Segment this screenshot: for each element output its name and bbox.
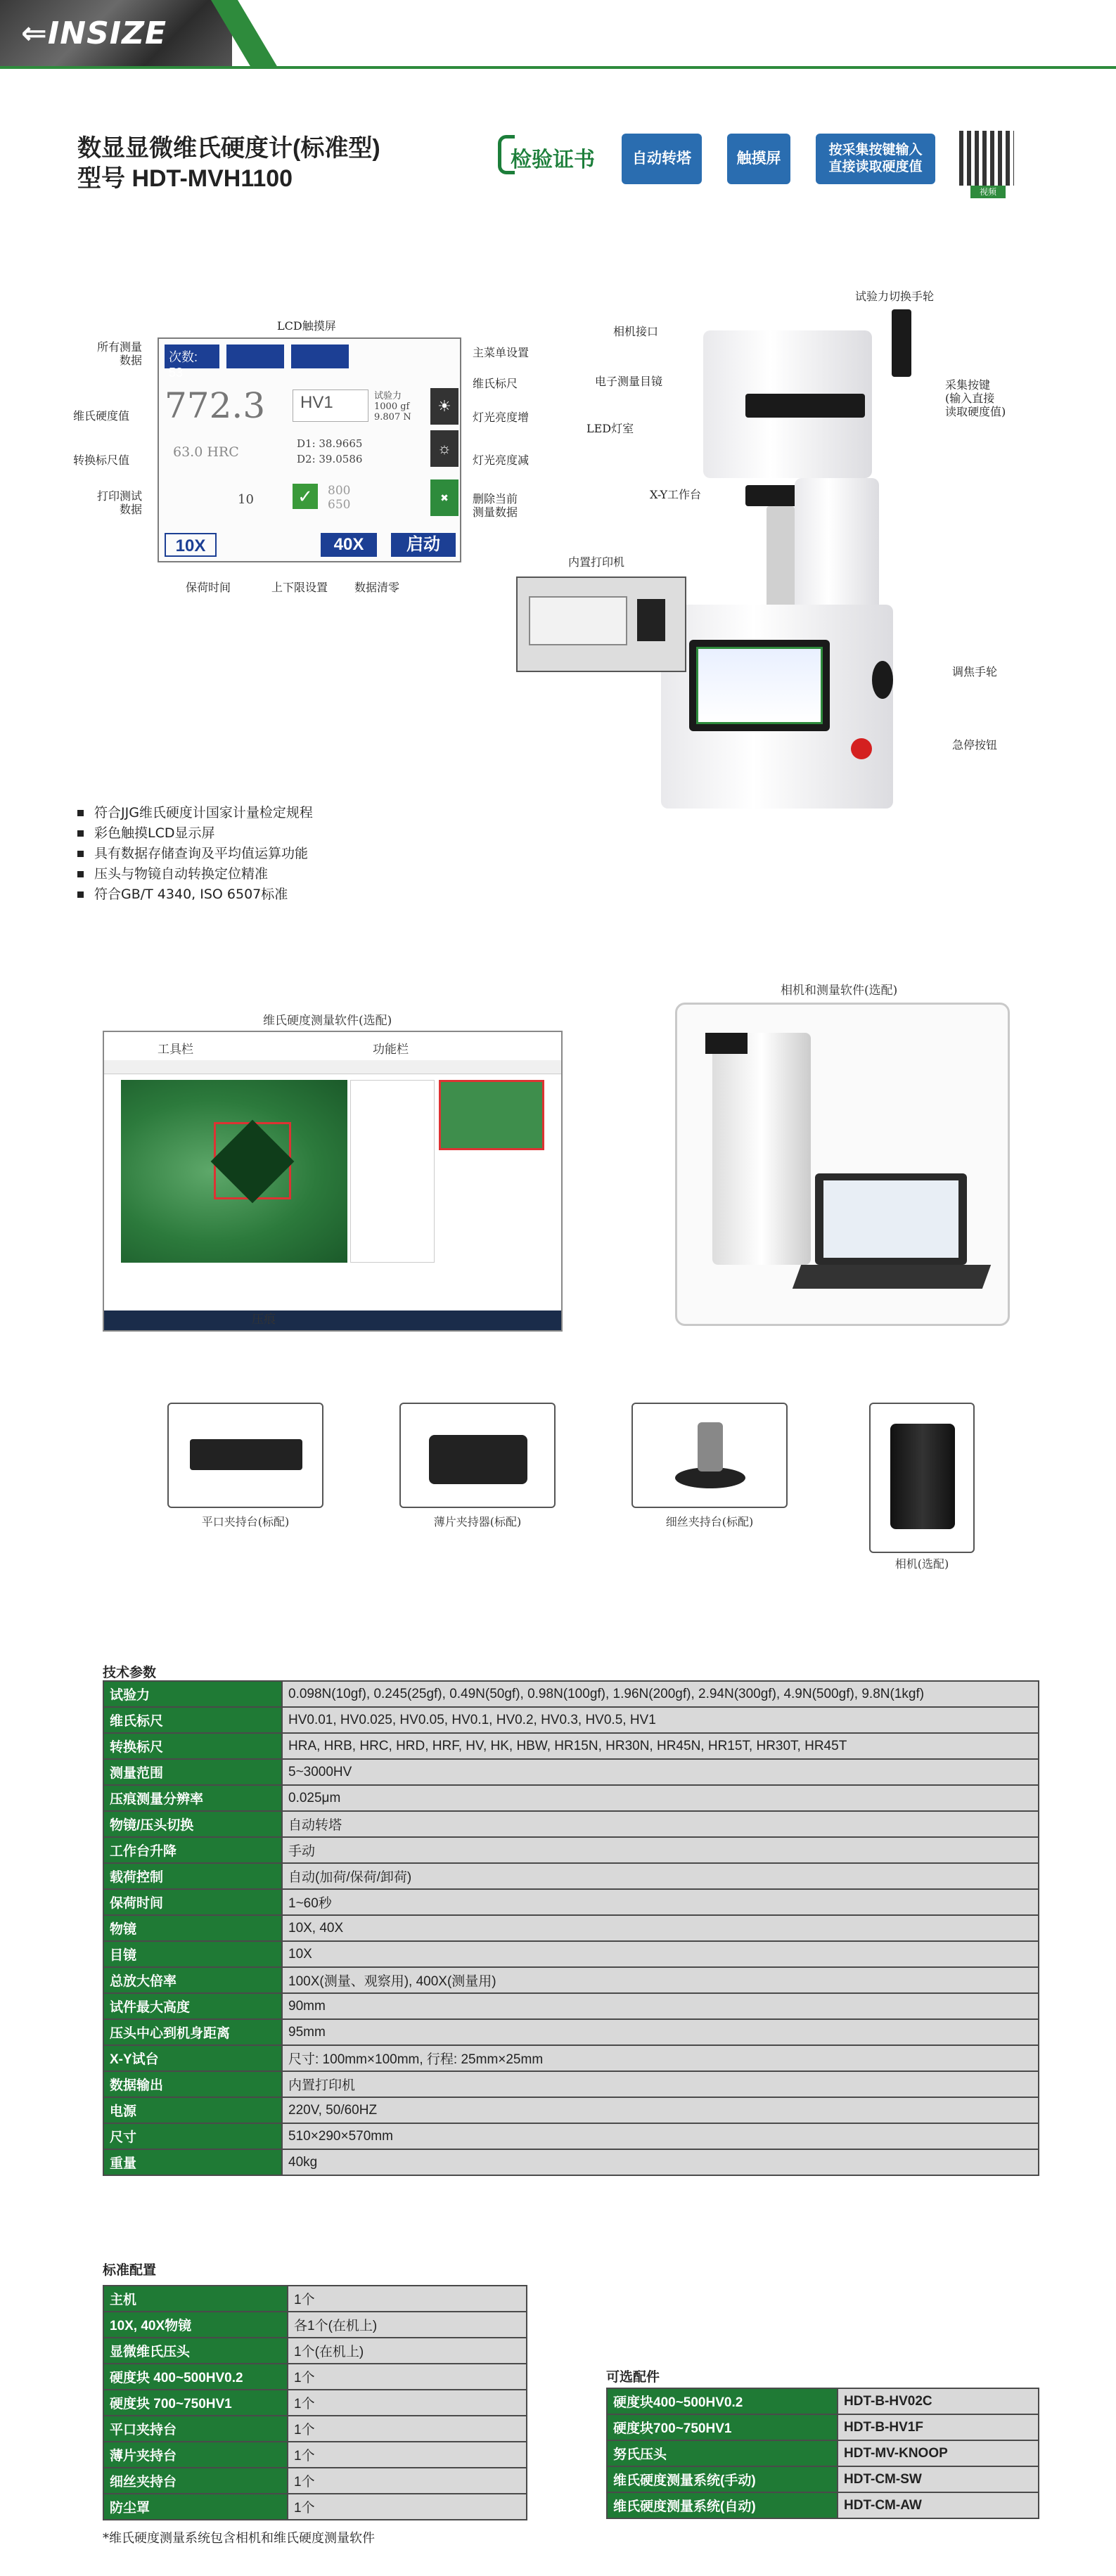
camera-image (869, 1403, 975, 1553)
certificate-badge: 检验证书 (498, 132, 602, 181)
lcd-scale[interactable]: HV1 (293, 389, 368, 422)
callout-printer: 内置打印机 (568, 555, 625, 569)
spec-key: 物镜 (103, 1915, 282, 1941)
spec-value: 自动(加荷/保荷/卸荷) (282, 1863, 1039, 1889)
wire-holder-image (631, 1403, 788, 1508)
spec-row (103, 1707, 1039, 1733)
opt-row (607, 2388, 1039, 2414)
spec-key: 总放大倍率 (103, 1967, 282, 1993)
footnote: *维氏硬度测量系统包含相机和维氏硬度测量软件 (103, 2531, 375, 2546)
std-key: 薄片夹持台 (103, 2442, 288, 2468)
lcd-d1: D1: 38.9665 (297, 437, 363, 450)
std-row (103, 2390, 527, 2416)
spec-value: 100X(测量、观察用), 400X(测量用) (282, 1967, 1039, 1993)
spec-value: HV0.01, HV0.025, HV0.05, HV0.1, HV0.2, HV0.3, HV0.5, HV1 (282, 1707, 1039, 1733)
std-title: 标准配置 (103, 2263, 157, 2278)
std-value: 1个 (288, 2468, 527, 2494)
spec-row (103, 1863, 1039, 1889)
opt-value: HDT-B-HV02C (838, 2388, 1039, 2414)
std-row (103, 2468, 527, 2494)
callout-light-up: 灯光亮度增 (473, 411, 530, 424)
lcd-caption: LCD触摸屏 (277, 319, 336, 333)
spec-value: 90mm (282, 1993, 1039, 2019)
spec-row (103, 1785, 1039, 1811)
std-row (103, 2416, 527, 2442)
hardness-tester-image (633, 309, 999, 830)
spec-key: X-Y试台 (103, 2045, 282, 2071)
opt-title: 可选配件 (606, 2370, 660, 2385)
spec-key: 压痕测量分辨率 (103, 1785, 282, 1811)
feature-list (77, 803, 313, 905)
spec-row (103, 1733, 1039, 1759)
std-value: 1个(在机上) (288, 2338, 527, 2364)
lcd-screen (158, 337, 461, 562)
spec-row (103, 2071, 1039, 2097)
spec-value: 40kg (282, 2149, 1039, 2175)
qr-code[interactable] (959, 131, 1014, 186)
lcd-hold-time: 10 (238, 492, 254, 507)
spec-row (103, 1837, 1039, 1863)
spec-key: 转换标尺 (103, 1733, 282, 1759)
camera-caption: 相机和测量软件(选配) (781, 984, 898, 998)
indent-label: 压痕 (252, 1313, 276, 1327)
opt-key: 硬度块700~750HV1 (607, 2414, 838, 2440)
spec-value: HRA, HRB, HRC, HRD, HRF, HV, HK, HBW, HR15N, HR30N, HR45N, HR15T, HR30T, HR45T (282, 1733, 1039, 1759)
specs-title: 技术参数 (103, 1666, 157, 1680)
opt-value: HDT-CM-SW (838, 2466, 1039, 2492)
callout-eyepiece: 电子测量目镜 (595, 375, 663, 388)
lcd-check-icon[interactable]: ✓ (293, 484, 318, 509)
spec-value: 5~3000HV (282, 1759, 1039, 1785)
callout-delete: 删除当前 测量数据 (473, 492, 518, 520)
product-model: 型号 HDT-MVH1100 (77, 165, 293, 192)
opt-value: HDT-B-HV1F (838, 2414, 1039, 2440)
spec-key: 测量范围 (103, 1759, 282, 1785)
spec-row (103, 2019, 1039, 2045)
feature-item: 压头与物镜自动转换定位精准 (77, 864, 313, 884)
callout-estop: 急停按钮 (952, 738, 998, 752)
std-value: 1个 (288, 2416, 527, 2442)
lcd-10x-button[interactable]: 10X (165, 533, 217, 557)
std-row (103, 2364, 527, 2390)
lcd-force: 试验力 1000 gf 9.807 N (374, 391, 411, 423)
std-value: 各1个(在机上) (288, 2312, 527, 2338)
callout-hold-time: 保荷时间 (186, 581, 231, 594)
spec-row (103, 1889, 1039, 1915)
opt-row (607, 2466, 1039, 2492)
feature-item: 具有数据存储查询及平均值运算功能 (77, 844, 313, 864)
opt-row (607, 2492, 1039, 2518)
toolbar-label: 工具栏 (158, 1043, 193, 1057)
std-row (103, 2494, 527, 2520)
opt-key: 硬度块400~500HV0.2 (607, 2388, 838, 2414)
spec-key: 维氏标尺 (103, 1707, 282, 1733)
opt-value: HDT-MV-KNOOP (838, 2440, 1039, 2466)
spec-key: 工作台升降 (103, 1837, 282, 1863)
callout-main-menu: 主菜单设置 (473, 346, 530, 359)
spec-row (103, 2045, 1039, 2071)
lcd-brightness-down-icon[interactable]: ☼ (430, 430, 458, 467)
badge-auto-turret: 自动转塔 (622, 134, 702, 184)
spec-value: 自动转塔 (282, 1811, 1039, 1837)
callout-capture-key: 采集按键 (输入直接 读取硬度值) (945, 378, 1006, 419)
header-banner (0, 0, 1116, 69)
feature-item: 符合JJG维氏硬度计国家计量检定规程 (77, 803, 313, 823)
flat-vise-image (167, 1403, 323, 1508)
std-key: 平口夹持台 (103, 2416, 288, 2442)
spec-value: 尺寸: 100mm×100mm, 行程: 25mm×25mm (282, 2045, 1039, 2071)
header-rule (0, 66, 1116, 69)
lcd-hv-value: 772.3 (165, 385, 266, 426)
lcd-delete-icon[interactable]: ✖ (430, 479, 458, 516)
callout-all-data: 所有测量 数据 (96, 340, 142, 368)
std-key: 10X, 40X物镜 (103, 2312, 288, 2338)
accessory-caption: 薄片夹持器(标配) (433, 1515, 522, 1528)
spec-key: 尺寸 (103, 2123, 282, 2149)
std-key: 显微维氏压头 (103, 2338, 288, 2364)
callout-force-wheel: 试验力切换手轮 (855, 290, 935, 303)
spec-key: 试验力 (103, 1681, 282, 1707)
lcd-d2: D2: 39.0586 (297, 453, 363, 465)
spec-row (103, 1759, 1039, 1785)
badge-touchscreen: 触摸屏 (727, 134, 790, 184)
software-screenshot (103, 1031, 563, 1332)
spec-value: 内置打印机 (282, 2071, 1039, 2097)
qr-video-label: 视频 (970, 186, 1006, 198)
lcd-upper-limit: 800 (328, 484, 351, 498)
callout-camera-port: 相机接口 (613, 325, 659, 338)
std-value: 1个 (288, 2494, 527, 2520)
std-value: 1个 (288, 2286, 527, 2312)
spec-key: 压头中心到机身距离 (103, 2019, 282, 2045)
spec-row (103, 1967, 1039, 1993)
spec-key: 物镜/压头切换 (103, 1811, 282, 1837)
opt-table (606, 2388, 1039, 2519)
spec-row (103, 1811, 1039, 1837)
spec-value: 0.025μm (282, 1785, 1039, 1811)
function-label: 功能栏 (373, 1043, 409, 1057)
opt-row (607, 2440, 1039, 2466)
spec-value: 1~60秒 (282, 1889, 1039, 1915)
accessory-caption: 相机(选配) (894, 1557, 949, 1571)
std-row (103, 2312, 527, 2338)
spec-row (103, 2097, 1039, 2123)
camera-system-image (675, 1003, 1010, 1326)
callout-limits: 上下限设置 (271, 581, 328, 594)
lcd-conversion: 63.0 HRC (173, 444, 239, 460)
lcd-brightness-up-icon[interactable]: ☀ (430, 388, 458, 425)
spec-key: 重量 (103, 2149, 282, 2175)
software-caption: 维氏硬度测量软件(选配) (263, 1014, 392, 1028)
std-key: 硬度块 400~500HV0.2 (103, 2364, 288, 2390)
std-value: 1个 (288, 2390, 527, 2416)
callout-led: LED灯室 (586, 422, 634, 435)
spec-value: 10X, 40X (282, 1915, 1039, 1941)
spec-value: 510×290×570mm (282, 2123, 1039, 2149)
spec-value: 95mm (282, 2019, 1039, 2045)
spec-row (103, 1915, 1039, 1941)
lcd-start-button[interactable]: 启动 (391, 533, 456, 557)
spec-value: 10X (282, 1941, 1039, 1967)
feature-item: 符合GB/T 4340, ISO 6507标准 (77, 884, 313, 905)
std-key: 细丝夹持台 (103, 2468, 288, 2494)
callout-print: 打印测试 数据 (96, 489, 142, 517)
std-key: 硬度块 700~750HV1 (103, 2390, 288, 2416)
std-key: 主机 (103, 2286, 288, 2312)
spec-row (103, 2149, 1039, 2175)
callout-vickers-scale: 维氏标尺 (473, 377, 518, 390)
std-value: 1个 (288, 2364, 527, 2390)
callout-clear: 数据清零 (354, 581, 400, 594)
spec-row (103, 1993, 1039, 2019)
feature-item: 彩色触摸LCD显示屏 (77, 823, 313, 844)
product-title: 数显显微维氏硬度计(标准型) (77, 135, 380, 162)
lcd-lower-limit: 650 (328, 498, 351, 512)
brand-logo: ⇐INSIZE (21, 15, 167, 51)
spec-value: 0.098N(10gf), 0.245(25gf), 0.49N(50gf), 0.98N(100gf), 1.96N(200gf), 2.94N(300gf), 4.9N(500gf), 9.8N(1kgf) (282, 1681, 1039, 1707)
callout-focus-wheel: 调焦手轮 (952, 665, 998, 678)
spec-key: 数据输出 (103, 2071, 282, 2097)
spec-row (103, 1681, 1039, 1707)
callout-light-down: 灯光亮度减 (473, 453, 530, 467)
callout-conversion: 转换标尺值 (73, 453, 130, 467)
std-value: 1个 (288, 2442, 527, 2468)
spec-row (103, 2123, 1039, 2149)
std-row (103, 2286, 527, 2312)
thin-sheet-holder-image (399, 1403, 556, 1508)
lcd-count-tab[interactable]: 次数: 53 (165, 344, 219, 368)
opt-row (607, 2414, 1039, 2440)
std-row (103, 2338, 527, 2364)
lcd-list-icon[interactable] (226, 344, 284, 368)
spec-value: 手动 (282, 1837, 1039, 1863)
spec-key: 保荷时间 (103, 1889, 282, 1915)
callout-hv-value: 维氏硬度值 (73, 409, 130, 423)
badge-capture-key: 按采集按键输入 直接读取硬度值 (816, 134, 935, 184)
specs-table (103, 1680, 1039, 2176)
std-key: 防尘罩 (103, 2494, 288, 2520)
opt-value: HDT-CM-AW (838, 2492, 1039, 2518)
printer-image (516, 577, 686, 672)
accessory-caption: 平口夹持台(标配) (201, 1515, 290, 1528)
std-table (103, 2285, 527, 2520)
spec-key: 试件最大高度 (103, 1993, 282, 2019)
spec-key: 载荷控制 (103, 1863, 282, 1889)
spec-key: 电源 (103, 2097, 282, 2123)
spec-value: 220V, 50/60HZ (282, 2097, 1039, 2123)
opt-key: 维氏硬度测量系统(手动) (607, 2466, 838, 2492)
spec-row (103, 1941, 1039, 1967)
callout-xy-stage: X-Y工作台 (650, 488, 702, 501)
spec-key: 目镜 (103, 1941, 282, 1967)
accessory-caption: 细丝夹持台(标配) (665, 1515, 754, 1528)
lcd-wrench-icon[interactable] (291, 344, 349, 368)
opt-key: 努氏压头 (607, 2440, 838, 2466)
lcd-40x-button[interactable]: 40X (321, 533, 377, 557)
opt-key: 维氏硬度测量系统(自动) (607, 2492, 838, 2518)
std-row (103, 2442, 527, 2468)
